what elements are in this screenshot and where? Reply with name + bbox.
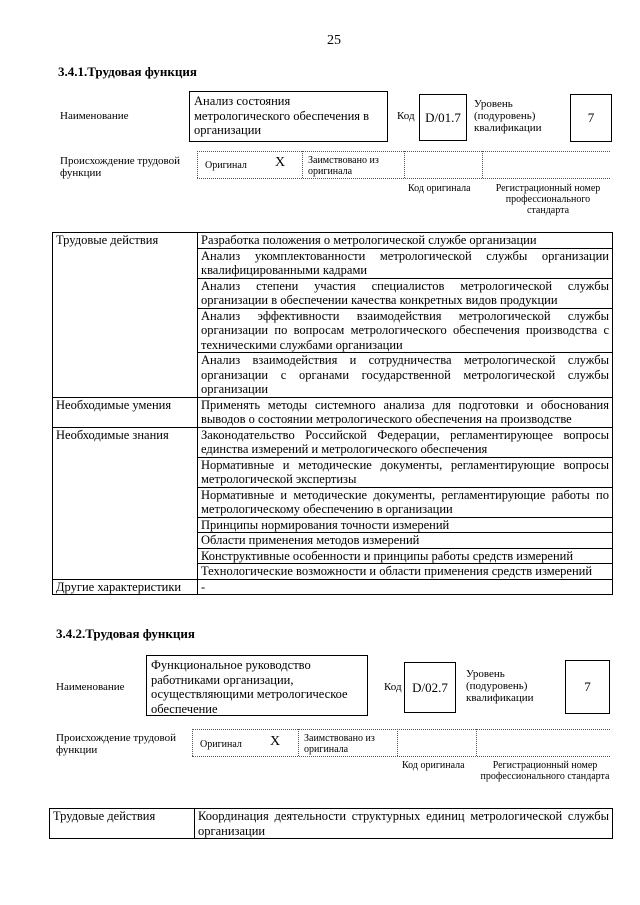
reg-number-caption: Регистрационный номер профессионального стандарта bbox=[480, 760, 610, 782]
level-box: 7 bbox=[565, 660, 610, 714]
borrowed-label: Заимствовано из оригинала bbox=[304, 733, 375, 755]
list-item: Анализ степени участия специалистов метрологической службы организации в обеспечении качества конкретных видов продукции bbox=[198, 278, 613, 308]
list-item: Законодательство Российской Федерации, регламентирующее вопросы единства измерений и метрологического обеспечения bbox=[198, 427, 613, 457]
reg-number-caption: Регистрационный номер профессионального стандарта bbox=[495, 183, 601, 216]
list-item: Анализ взаимодействия и сотрудничества метрологической службы организации с органами государственной метрологической службы организации bbox=[198, 353, 613, 398]
orig-code-caption: Код оригинала bbox=[408, 183, 471, 194]
other-value: - bbox=[198, 579, 613, 595]
list-item: Области применения методов измерений bbox=[198, 533, 613, 549]
table-row bbox=[50, 809, 613, 839]
list-item: Технологические возможности и области применения средств измерений bbox=[198, 564, 613, 580]
actions-label: Трудовые действия bbox=[50, 809, 195, 839]
table-row bbox=[53, 579, 613, 595]
original-label: Оригинал bbox=[200, 739, 242, 750]
origin-label: Происхождение трудовой функции bbox=[56, 732, 177, 756]
original-label: Оригинал bbox=[205, 160, 247, 171]
level-label: Уровень (подуровень) квалификации bbox=[466, 668, 534, 704]
code-box: D/02.7 bbox=[404, 662, 456, 713]
other-label: Другие характеристики bbox=[53, 579, 198, 595]
skills-label: Необходимые умения bbox=[53, 397, 198, 427]
section-title-3-4-2: 3.4.2.Трудовая функция bbox=[56, 626, 195, 641]
list-item: Принципы нормирования точности измерений bbox=[198, 517, 613, 533]
tf1-table bbox=[52, 232, 613, 595]
level-label: Уровень (подуровень) квалификации bbox=[474, 98, 542, 134]
page-number: 25 bbox=[327, 33, 341, 48]
table-row bbox=[53, 233, 613, 249]
code-label: Код bbox=[397, 110, 415, 122]
origin-label: Происхождение трудовой функции bbox=[60, 155, 181, 179]
code-label: Код bbox=[384, 681, 402, 693]
name-label: Наименование bbox=[60, 110, 129, 122]
original-mark: X bbox=[275, 155, 286, 170]
list-item: Нормативные и методические документы, регламентирующие вопросы метрологической экспертизы bbox=[198, 457, 613, 487]
borrowed-label: Заимствовано из оригинала bbox=[308, 155, 379, 177]
tf2-table bbox=[49, 808, 613, 839]
code-box: D/01.7 bbox=[419, 94, 467, 141]
list-item: Нормативные и методические документы, регламентирующие работы по метрологическому обеспечению в организации bbox=[198, 487, 613, 517]
table-row bbox=[53, 397, 613, 427]
list-item: Координация деятельности структурных единиц метрологической службы организации bbox=[195, 809, 613, 839]
list-item: Анализ эффективности взаимодействия метрологической службы организации по вопросам метрологического обеспечения производства с техническими службами организации bbox=[198, 308, 613, 353]
actions-label: Трудовые действия bbox=[53, 233, 198, 398]
section-title-3-4-1: 3.4.1.Трудовая функция bbox=[58, 64, 197, 79]
list-item: Конструктивные особенности и принципы работы средств измерений bbox=[198, 548, 613, 564]
function-name-box: Анализ состояния метрологического обеспечения в организации bbox=[189, 91, 388, 142]
name-label: Наименование bbox=[56, 681, 125, 693]
list-item: Анализ укомплектованности метрологической службы организации квалифицированными кадрами bbox=[198, 248, 613, 278]
orig-code-caption: Код оригинала bbox=[402, 760, 465, 771]
level-box: 7 bbox=[570, 94, 612, 142]
table-row bbox=[53, 427, 613, 457]
list-item: Применять методы системного анализа для подготовки и обоснования выводов о состоянии метрологического обеспечения на производстве bbox=[198, 397, 613, 427]
knowledge-label: Необходимые знания bbox=[53, 427, 198, 579]
original-mark: X bbox=[270, 734, 281, 749]
function-name-box: Функциональное руководство работниками организации, осуществляющими метрологическое обеспечение bbox=[146, 655, 368, 716]
list-item: Разработка положения о метрологической службе организации bbox=[198, 233, 613, 249]
